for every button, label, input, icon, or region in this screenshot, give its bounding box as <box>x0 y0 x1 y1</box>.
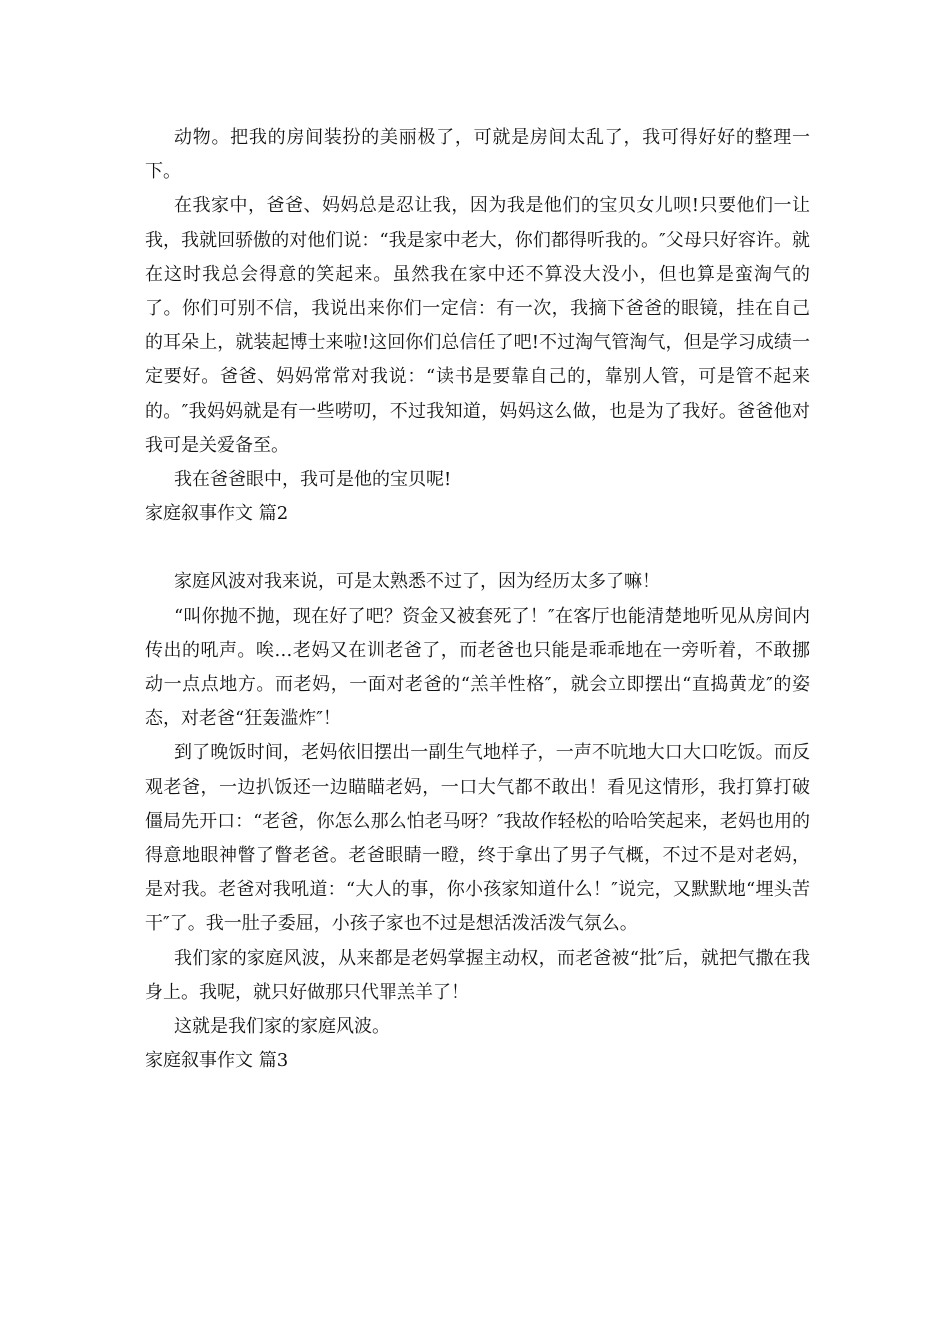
section2-paragraph-2: “叫你抛不抛，现在好了吧？资金又被套死了！″在客厅也能清楚地听见从房间内传出的吼声。唉…老妈又在训老爸了，而老爸也只能是乖乖地在一旁听着，不敢挪动一点点地方。而老妈，一面对老爸的“羔羊性格″，就会立即摆出“直捣黄龙″的姿态，对老爸“狂轰滥炸″！ <box>145 605 810 730</box>
section2-paragraph-1: 家庭风波对我来说，可是太熟悉不过了，因为经历太多了嘛！ <box>174 571 660 593</box>
document-body <box>145 121 810 1078</box>
section2-paragraph-4: 我们家的家庭风波，从来都是老妈掌握主动权，而老爸被“批″后，就把气撒在我身上。我呢，就只好做那只代罪羔羊了！ <box>145 947 810 1003</box>
paragraph-2: 在我家中，爸爸、妈妈总是忍让我，因为我是他们的宝贝女儿呗!只要他们一让我，我就回骄傲的对他们说：“我是家中老大，你们都得听我的。″父母只好容许。就在这时我总会得意的笑起来。虽然我在家中还不算没大没小，但也算是蛮淘气的了。你们可别不信，我说出来你们一定信：有一次，我摘下爸爸的眼镜，挂在自己的耳朵上，就装起博士来啦!这回你们总信任了吧!不过淘气管淘气，但是学习成绩一定要好。爸爸、妈妈常常对我说：“读书是要靠自己的，靠别人管，可是管不起来的。″我妈妈就是有一些唠叨，不过我知道，妈妈这么做，也是为了我好。爸爸他对我可是关爱备至。 <box>145 195 810 456</box>
section2-paragraph-3: 到了晚饭时间，老妈依旧摆出一副生气地样子，一声不吭地大口大口吃饭。而反观老爸，一边扒饭还一边瞄瞄老妈，一口大气都不敢出！看见这情形，我打算打破僵局先开口：“老爸，你怎么那么怕老马呀？″我故作轻松的哈哈笑起来，老妈也用的得意地眼神瞥了瞥老爸。老爸眼睛一瞪，终于拿出了男子气概，不过不是对老妈，是对我。老爸对我吼道：“大人的事，你小孩家知道什么！″说完，又默默地“埋头苦干″了。我一肚子委屈，小孩子家也不过是想活泼活泼气氛么。 <box>145 742 810 935</box>
blank-line <box>145 531 810 565</box>
section2-paragraph-5: 这就是我们家的家庭风波。 <box>174 1016 390 1038</box>
paragraph-1: 动物。把我的房间装扮的美丽极了，可就是房间太乱了，我可得好好的整理一下。 <box>145 127 810 183</box>
section-heading-2: 家庭叙事作文 篇2 <box>145 503 289 525</box>
section-heading-3: 家庭叙事作文 篇3 <box>145 1050 289 1072</box>
paragraph-3: 我在爸爸眼中，我可是他的宝贝呢! <box>174 469 452 491</box>
